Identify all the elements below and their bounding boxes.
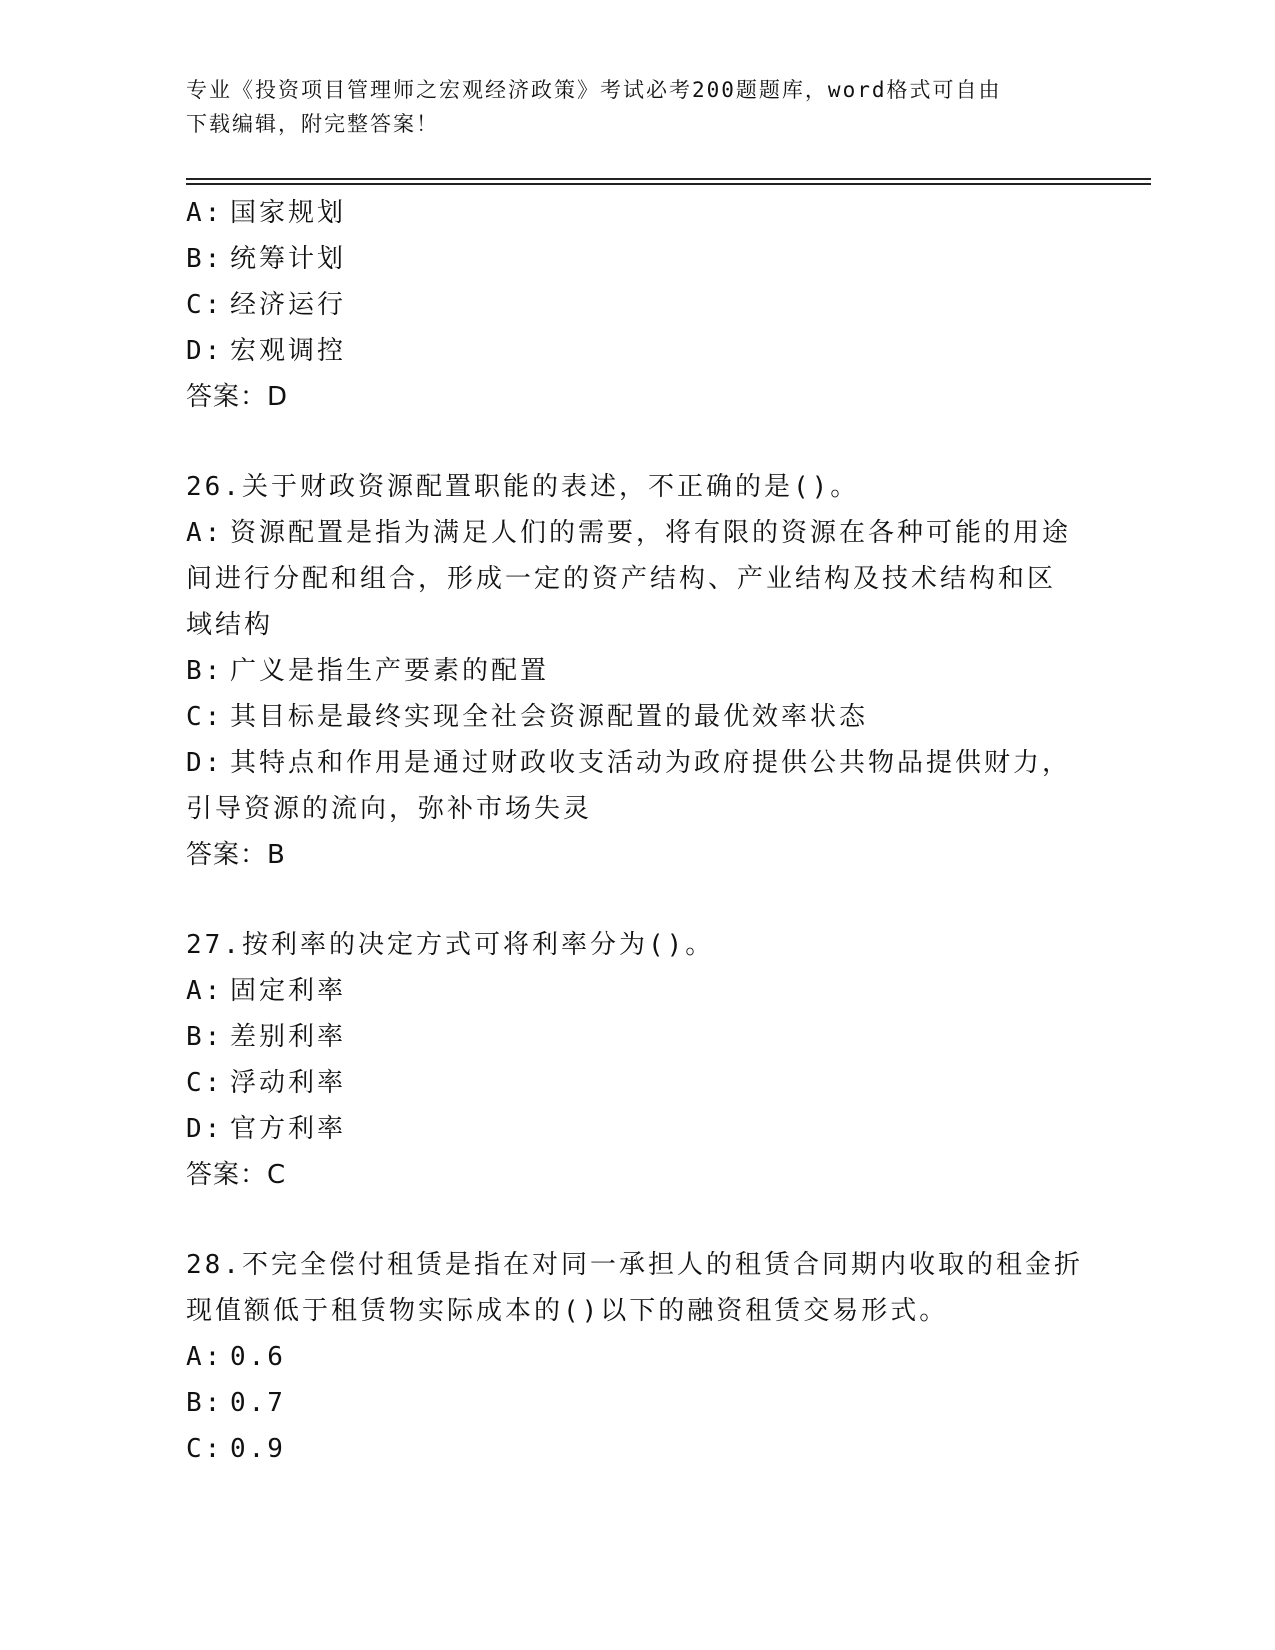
option-key: D:	[186, 336, 224, 366]
answer-line: 答案：C	[186, 1160, 287, 1190]
question-26	[186, 464, 1086, 878]
option-b	[186, 1380, 1086, 1426]
spacer	[186, 1198, 1086, 1242]
option-c	[186, 1426, 1086, 1472]
option-key: D:	[186, 1114, 224, 1144]
option-text: 0.6	[230, 1342, 286, 1372]
option-key: A:	[186, 1342, 224, 1372]
option-a-continued: 域结构	[186, 610, 274, 640]
question-stem: 28.不完全偿付租赁是指在对同一承担人的租赁合同期内收取的租金折	[186, 1250, 1083, 1280]
option-b	[186, 1014, 1086, 1060]
option-c	[186, 282, 1086, 328]
option-key: A:	[186, 518, 224, 548]
header-line-1: 专业《投资项目管理师之宏观经济政策》考试必考200题题库，word格式可自由	[186, 78, 1002, 102]
option-text: 固定利率	[230, 976, 347, 1006]
option-text: 浮动利率	[230, 1068, 347, 1098]
option-key: B:	[186, 1388, 224, 1418]
header-divider-top	[186, 178, 1151, 180]
option-d	[186, 1106, 1086, 1152]
header-line-2: 下载编辑，附完整答案！	[186, 112, 439, 136]
option-text: 其目标是最终实现全社会资源配置的最优效率状态	[230, 702, 869, 732]
option-key: D:	[186, 748, 224, 778]
option-key: B:	[186, 656, 224, 686]
option-text: 国家规划	[230, 198, 347, 228]
option-text: 宏观调控	[230, 336, 347, 366]
option-b	[186, 236, 1086, 282]
option-text: 经济运行	[230, 290, 347, 320]
question-28	[186, 1242, 1086, 1472]
option-a	[186, 1334, 1086, 1380]
option-d	[186, 740, 1086, 786]
question-stem-continued: 现值额低于租赁物实际成本的()以下的融资租赁交易形式。	[186, 1296, 949, 1326]
answer-line: 答案：B	[186, 840, 286, 870]
document-header	[186, 73, 1066, 141]
option-key: C:	[186, 702, 224, 732]
option-key: C:	[186, 1068, 224, 1098]
spacer	[186, 878, 1086, 922]
question-stem: 26.关于财政资源配置职能的表述，不正确的是()。	[186, 472, 860, 502]
spacer	[186, 420, 1086, 464]
option-key: B:	[186, 244, 224, 274]
answer-line: 答案：D	[186, 382, 289, 412]
option-d	[186, 328, 1086, 374]
option-c	[186, 1060, 1086, 1106]
question-25	[186, 190, 1086, 420]
option-c	[186, 694, 1086, 740]
option-text: 广义是指生产要素的配置	[230, 656, 550, 686]
header-divider-bottom	[186, 183, 1151, 185]
option-d-continued: 引导资源的流向，弥补市场失灵	[186, 794, 593, 824]
option-text: 统筹计划	[230, 244, 347, 274]
option-text: 0.9	[230, 1434, 286, 1464]
option-a	[186, 968, 1086, 1014]
option-a-continued: 间进行分配和组合，形成一定的资产结构、产业结构及技术结构和区	[186, 564, 1057, 594]
option-text: 其特点和作用是通过财政收支活动为政府提供公共物品提供财力，	[230, 748, 1072, 778]
option-text: 资源配置是指为满足人们的需要，将有限的资源在各种可能的用途	[230, 518, 1072, 548]
option-text: 差别利率	[230, 1022, 347, 1052]
option-text: 官方利率	[230, 1114, 347, 1144]
question-27	[186, 922, 1086, 1198]
option-key: C:	[186, 1434, 224, 1464]
option-key: A:	[186, 976, 224, 1006]
question-list	[186, 190, 1086, 1472]
question-stem: 27.按利率的决定方式可将利率分为()。	[186, 930, 715, 960]
option-key: C:	[186, 290, 224, 320]
option-key: A:	[186, 198, 224, 228]
option-a	[186, 190, 1086, 236]
option-b	[186, 648, 1086, 694]
option-a	[186, 510, 1086, 556]
option-text: 0.7	[230, 1388, 286, 1418]
option-key: B:	[186, 1022, 224, 1052]
